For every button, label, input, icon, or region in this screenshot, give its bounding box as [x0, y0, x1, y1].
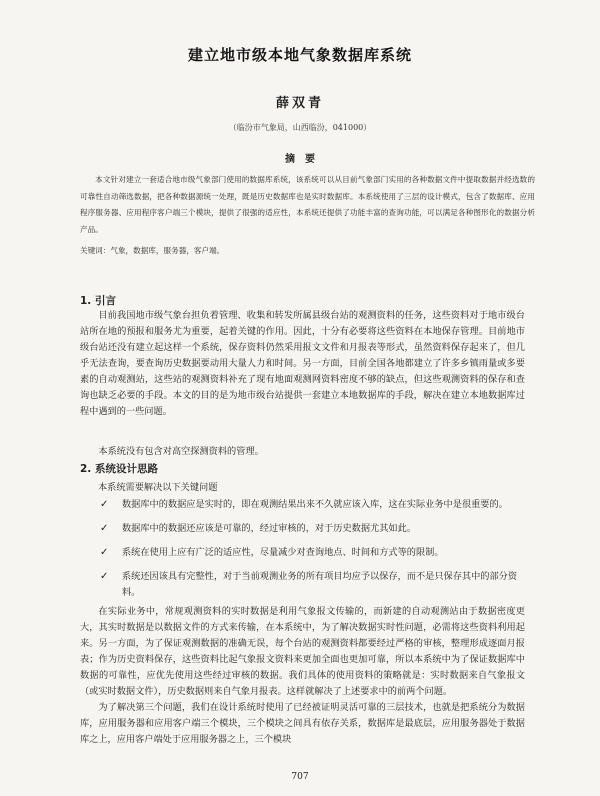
- list-item: [80, 521, 530, 537]
- section-1-paragraph-2: 本系统没有包含对高空探测资料的管理。: [98, 446, 264, 457]
- check-icon: ✓: [100, 547, 109, 558]
- requirements-list: [80, 497, 530, 609]
- list-item-text: 数据库中的数据应是实时的，即在观测结果出来不久就应该入库，这在实际业务中是很重要的。: [122, 499, 508, 510]
- abstract-text: 本文针对建立一套适合地市级气象部门使用的数据库系统，该系统可以从目前气象部门实用的各种数据文件中提取数据并经选数的可靠性自动筛选数据，把各种数据源统一处理，既是历史数据库也是实时数据库。本系统使用了三层的设计模式，包含了数据库、应用程序服务器、应用程序客户端三个模块，提供了很强的适应性，本系统还提供了功能丰富的查询功能，可以满足各种图形化的数据分析产品。: [80, 175, 535, 234]
- list-item: [80, 545, 530, 561]
- check-icon: ✓: [100, 571, 109, 582]
- section-2-subheading: 本系统需要解决以下关键问题: [98, 482, 218, 493]
- section-1-heading: 1. 引言: [80, 295, 116, 307]
- check-icon: ✓: [100, 523, 109, 534]
- section-1-paragraph-1: 目前我国地市级气象台担负着管理、收集和转发所属县级台站的观测资料的任务，这些资料对于地市级台站所在地的预报和服务尤为重要，起着关键的作用。因此，十分有必要将这些资料在本地保存管理。目前地市级台站还没有建立起这样一个系统，保存资料仍然采用报文文件和月报表等形式，虽然资料保存起来了，但几乎无法查询，要查询历史数据要动用大量人力和时间。另一方面，目前全国各地都建立了许多乡镇雨量或多要素的自动观测站，这些站的观测资料补充了现有地面观测网资料密度不够的缺点，但这些观测资料的保存和查询也缺乏必要的手段。本文的目的是为地市级台站提供一套建立本地数据库的手段，解决在建立本地数据库过程中遇到的一些问题。: [80, 310, 525, 417]
- list-item-text: 系统在使用上应有广泛的适应性，尽量减少对查询地点、时间和方式等的限制。: [122, 547, 444, 558]
- page-number: 707: [291, 772, 309, 782]
- section-2-paragraph-2: 为了解决第三个问题，我们在设计系统时使用了已经被证明灵活可靠的三层技术，也就是把系统分为数据库，应用服务器和应用客户端三个模块，三个模块之间具有依存关系，数据库是最底层，应用服务器处于数据库之上，应用客户端处于应用服务器之上，三个模块: [80, 702, 525, 745]
- section-2-paragraph-1: 在实际业务中，常规观测资料的实时数据是利用气象报文传输的，而新建的自动观测站由于数据密度更大，其实时数据是以数据文件的方式来传输，在本系统中，为了解决数据实时性问题，必需将这些资料利用起来。另一方面，为了保证观测数据的准确无误，每个台站的观测资料都要经过严格的审核，整理形成逐面月报表；作为历史资料保存，这些资料比起气象报文资料来更加全面也更加可靠，所以本系统中为了保证数据库中数据的可靠性，应优先使用这些经过审核的数据。我们具体的使用资料的策略就是：实时数据来自气象报文（或实时数据文件），历史数据则来自气象月报表。这样就解决了上述要求中的前两个问题。: [80, 606, 525, 697]
- abstract-heading: 摘 要: [285, 154, 315, 165]
- author-affiliation: （临汾市气象局，山西临汾，041000）: [228, 123, 372, 132]
- check-icon: ✓: [100, 499, 109, 510]
- section-2-heading: 2. 系统设计思路: [80, 463, 158, 475]
- list-item: [80, 497, 530, 513]
- list-item-text: 系统还因该具有完整性，对于当前观测业务的所有项目均应予以保存，而不是只保存其中的部分资料。: [122, 571, 518, 598]
- author-name: 薛双青: [275, 96, 324, 111]
- list-item-text: 数据库中的数据还应该是可靠的，经过审核的，对于历史数据尤其如此。: [122, 523, 416, 534]
- keywords: 关键词：气象，数据库，服务器，客户端。: [80, 246, 225, 255]
- list-item: [80, 569, 530, 601]
- paper-title: 建立地市级本地气象数据库系统: [187, 46, 412, 64]
